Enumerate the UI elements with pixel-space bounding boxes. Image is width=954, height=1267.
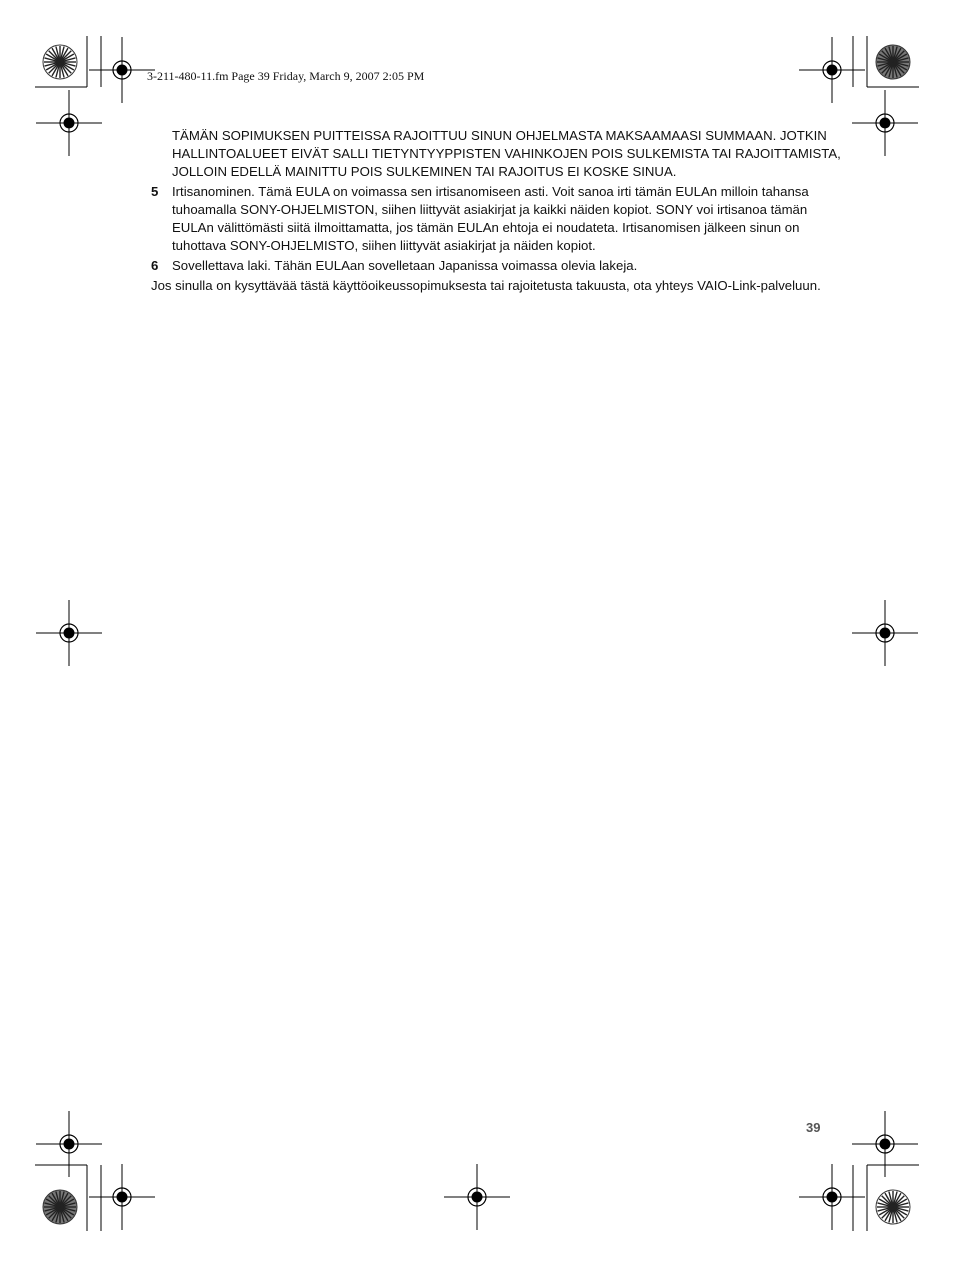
registration-icon [852, 90, 918, 156]
registration-icon [444, 1164, 510, 1230]
page-body [151, 127, 841, 295]
starburst-icon [876, 1190, 910, 1224]
registration-icon [36, 90, 102, 156]
registration-icon [852, 1111, 918, 1177]
starburst-icon [43, 45, 77, 79]
list-item-number: 6 [151, 258, 159, 273]
starburst-icon [43, 1190, 77, 1224]
registration-icon [36, 1111, 102, 1177]
closing-paragraph: Jos sinulla on kysyttävää tästä käyttöoikeussopimuksesta tai rajoitetusta takuusta, ota yhteys VAIO-Link-palveluun. [151, 278, 821, 293]
list-item [151, 183, 841, 255]
registration-icon [799, 37, 865, 103]
registration-icon [36, 600, 102, 666]
list-item-text: Sovellettava laki. Tähän EULAan sovelletaan Japanissa voimassa olevia lakeja. [172, 258, 638, 273]
registration-icon [799, 1164, 865, 1230]
print-slug: 3-211-480-11.fm Page 39 Friday, March 9, 2007 2:05 PM [147, 69, 425, 83]
registration-icon [89, 1164, 155, 1230]
page-number: 39 [806, 1120, 821, 1135]
starburst-icon [876, 45, 910, 79]
list-item-text: Irtisanominen. Tämä EULA on voimassa sen irtisanomiseen asti. Voit sanoa irti tämän EULAn milloin tahansa tuhoamalla SONY-OHJELMISTON, siihen liittyvät asiakirjat ja kaikki näiden kopiot. SONY voi irtisanoa tämän EULAn välittömästi siitä ilmoittamatta, jos tämän EULAn ehtoja ei noudateta. Irtisanomisen jälkeen sinun on tuhottava SONY-OHJELMISTO, siihen liittyvät asiakirjat ja näiden kopiot. [172, 184, 809, 253]
registration-icon [89, 37, 155, 103]
continuation-paragraph: TÄMÄN SOPIMUKSEN PUITTEISSA RAJOITTUU SINUN OHJELMASTA MAKSAAMAASI SUMMAAN. JOTKIN HALLINTOALUEET EIVÄT SALLI TIETYNTYYPPISTEN VAHINKOJEN POIS SULKEMISTA TAI RAJOITTAMISTA, JOLLOIN EDELLÄ MAINITTU POIS SULKEMINEN TAI RAJOITUS EI KOSKE SINUA. [172, 128, 841, 179]
registration-icon [852, 600, 918, 666]
list-item-number: 5 [151, 184, 159, 199]
list-item [151, 257, 841, 275]
